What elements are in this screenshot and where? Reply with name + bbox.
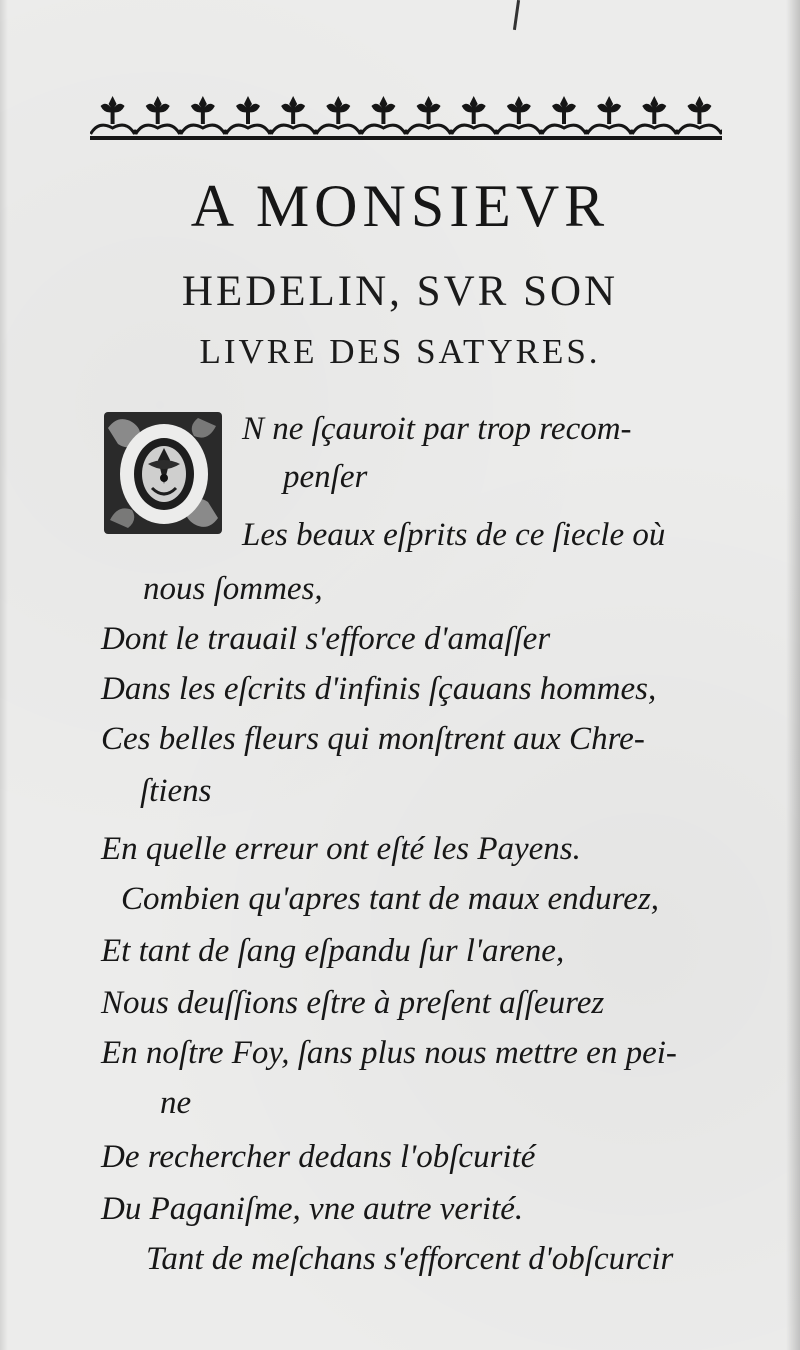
- verse-line: Les beaux eſprits de ce ſiecle où: [242, 517, 666, 553]
- verse-line: ne: [160, 1085, 192, 1121]
- verse-line: ſtiens: [140, 773, 212, 809]
- verse-line: Combien qu'apres tant de maux endurez,: [121, 881, 660, 917]
- verse-line: N ne ſçauroit par trop recom-: [242, 411, 632, 447]
- title-line-3: LIVRE DES SATYRES.: [199, 332, 601, 371]
- verse-line: penſer: [283, 459, 368, 495]
- verse-line: Dans les eſcrits d'infinis ſçauans hommes,: [101, 671, 657, 707]
- verse-line: nous ſommes,: [143, 571, 323, 607]
- verse-line: En noſtre Foy, ſans plus nous mettre en pei-: [101, 1035, 677, 1071]
- verse-line: Et tant de ſang eſpandu ſur l'arene,: [101, 933, 565, 969]
- verse-line: Du Paganiſme, vne autre verité.: [101, 1191, 524, 1227]
- title-line-2: HEDELIN, SVR SON: [181, 268, 619, 315]
- verse-line: Nous deuſſions eſtre à preſent aſſeurez: [101, 985, 605, 1021]
- title-line-1: A MONSIEVR: [190, 173, 610, 239]
- verse-line: Ces belles fleurs qui monſtrent aux Chre-: [101, 721, 645, 757]
- verse-line: Dont le trauail s'efforce d'amaſſer: [101, 621, 551, 657]
- verse-line: De rechercher dedans l'obſcurité: [101, 1139, 536, 1175]
- decorated-initial-o-icon: [100, 408, 226, 538]
- fleuron-border-icon: [90, 92, 722, 144]
- ink-mark: [513, 0, 520, 30]
- verse-line: En quelle erreur ont eſté les Payens.: [101, 831, 581, 867]
- verse-line: Tant de meſchans s'efforcent d'obſcurcir: [146, 1241, 674, 1277]
